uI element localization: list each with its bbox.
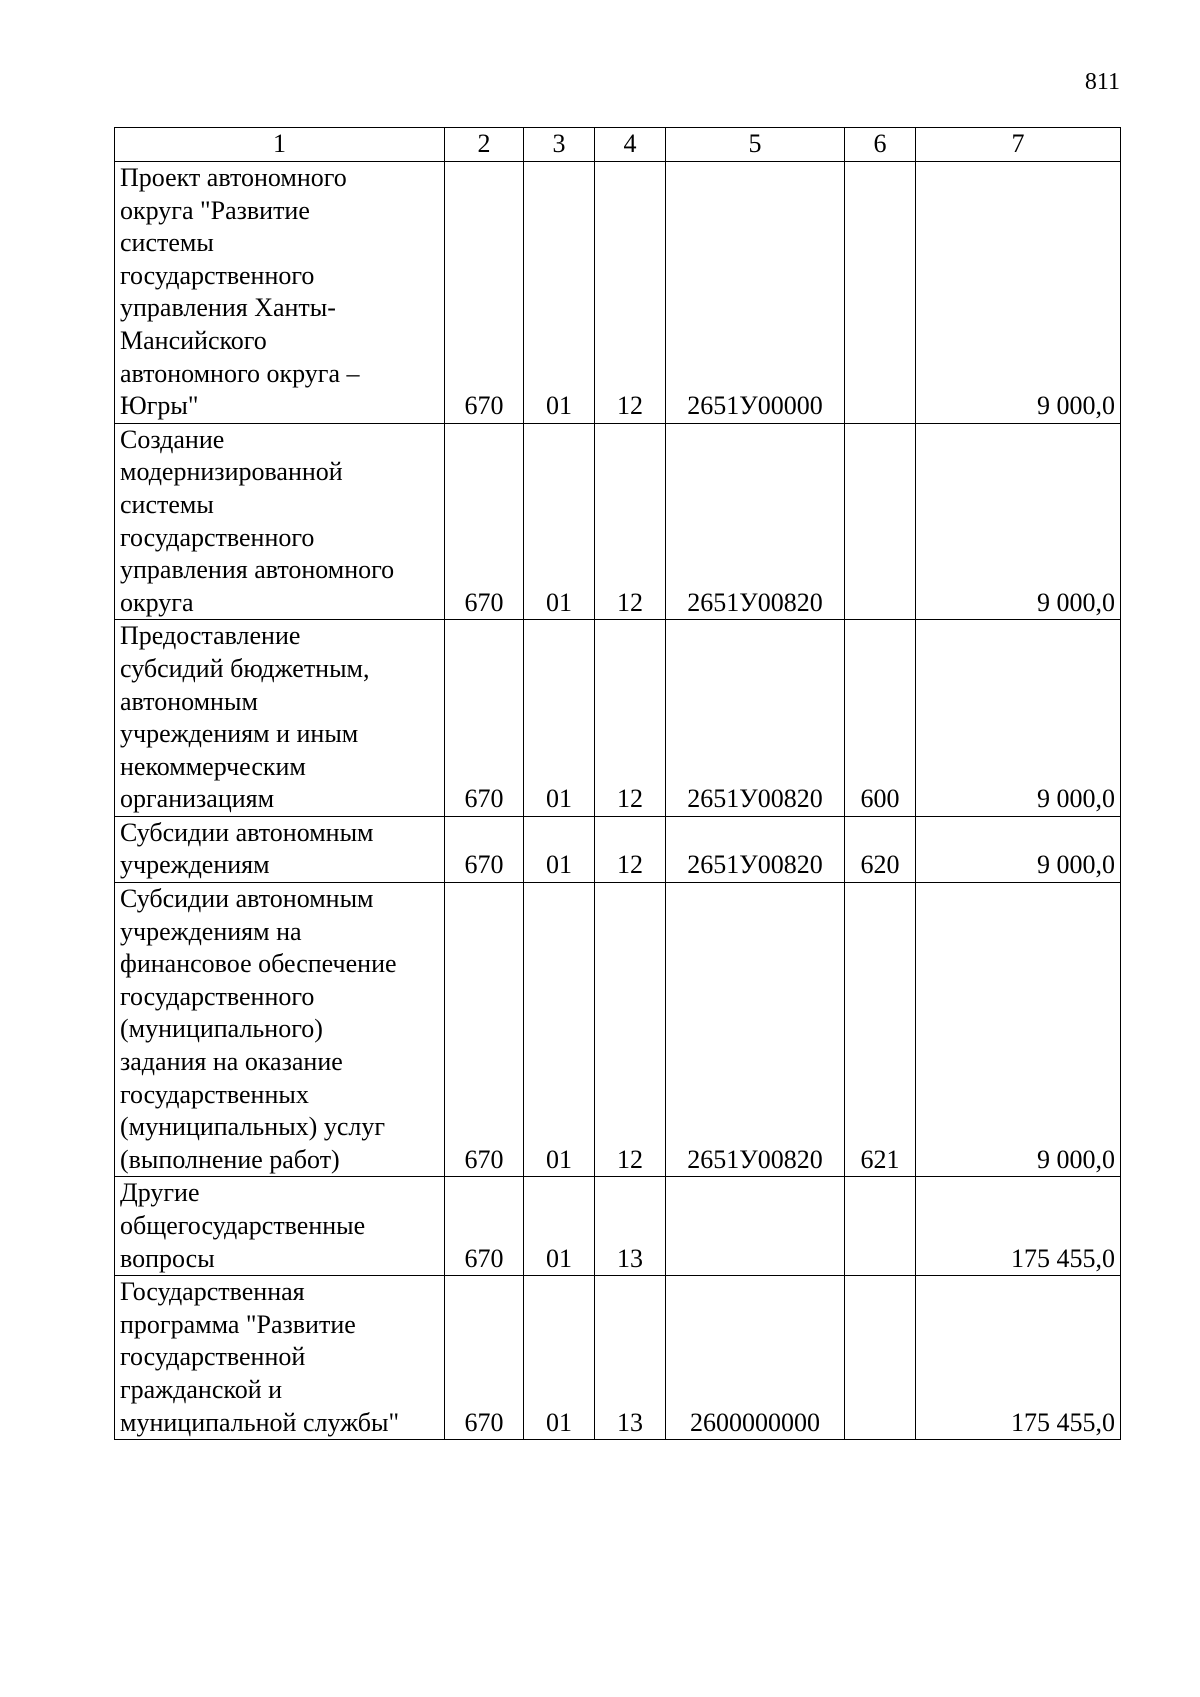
row-target-article xyxy=(666,1177,845,1276)
row-code-section: 01 xyxy=(524,423,595,620)
row-code-ministry: 670 xyxy=(445,620,524,817)
row-expense-type xyxy=(845,162,916,424)
row-name: Создание модернизированной системы государственного управления автономного округа xyxy=(115,423,445,620)
row-target-article: 2651У00000 xyxy=(666,162,845,424)
row-amount: 9 000,0 xyxy=(916,620,1121,817)
table-row xyxy=(115,423,1121,620)
table-row xyxy=(115,162,1121,424)
row-code-ministry: 670 xyxy=(445,1276,524,1440)
header-col-6: 6 xyxy=(845,128,916,162)
row-target-article: 2651У00820 xyxy=(666,883,845,1177)
row-target-article: 2651У00820 xyxy=(666,620,845,817)
table-row xyxy=(115,1177,1121,1276)
row-code-ministry: 670 xyxy=(445,162,524,424)
row-code-ministry: 670 xyxy=(445,883,524,1177)
row-target-article: 2651У00820 xyxy=(666,816,845,882)
header-col-1: 1 xyxy=(115,128,445,162)
row-code-subsection: 12 xyxy=(595,816,666,882)
row-name: Субсидии автономным учреждениям на финансовое обеспечение государственного (муниципального) задания на оказание государственных (муниципальных) услуг (выполнение работ) xyxy=(115,883,445,1177)
row-name: Субсидии автономным учреждениям xyxy=(115,816,445,882)
header-col-3: 3 xyxy=(524,128,595,162)
row-code-ministry: 670 xyxy=(445,816,524,882)
row-amount: 175 455,0 xyxy=(916,1177,1121,1276)
row-code-section: 01 xyxy=(524,1276,595,1440)
page-number: 811 xyxy=(1084,69,1120,95)
row-expense-type xyxy=(845,423,916,620)
table-row xyxy=(115,620,1121,817)
row-amount: 9 000,0 xyxy=(916,883,1121,1177)
row-expense-type: 621 xyxy=(845,883,916,1177)
header-col-7: 7 xyxy=(916,128,1121,162)
header-col-5: 5 xyxy=(666,128,845,162)
row-expense-type xyxy=(845,1276,916,1440)
row-code-section: 01 xyxy=(524,816,595,882)
row-expense-type: 600 xyxy=(845,620,916,817)
row-code-ministry: 670 xyxy=(445,1177,524,1276)
row-expense-type xyxy=(845,1177,916,1276)
row-code-section: 01 xyxy=(524,1177,595,1276)
row-code-section: 01 xyxy=(524,162,595,424)
row-code-ministry: 670 xyxy=(445,423,524,620)
row-code-section: 01 xyxy=(524,883,595,1177)
row-expense-type: 620 xyxy=(845,816,916,882)
row-code-subsection: 12 xyxy=(595,883,666,1177)
row-code-section: 01 xyxy=(524,620,595,817)
table-row xyxy=(115,816,1121,882)
table-row xyxy=(115,1276,1121,1440)
row-name: Государственная программа "Развитие государственной гражданской и муниципальной службы" xyxy=(115,1276,445,1440)
header-col-4: 4 xyxy=(595,128,666,162)
header-row xyxy=(115,128,1121,162)
row-code-subsection: 13 xyxy=(595,1177,666,1276)
row-amount: 9 000,0 xyxy=(916,162,1121,424)
budget-table xyxy=(114,127,1121,1440)
table-row xyxy=(115,883,1121,1177)
row-code-subsection: 12 xyxy=(595,620,666,817)
row-amount: 175 455,0 xyxy=(916,1276,1121,1440)
row-amount: 9 000,0 xyxy=(916,423,1121,620)
row-amount: 9 000,0 xyxy=(916,816,1121,882)
row-name: Другие общегосударственные вопросы xyxy=(115,1177,445,1276)
row-code-subsection: 12 xyxy=(595,423,666,620)
row-target-article: 2651У00820 xyxy=(666,423,845,620)
row-code-subsection: 13 xyxy=(595,1276,666,1440)
row-target-article: 2600000000 xyxy=(666,1276,845,1440)
row-name: Предоставление субсидий бюджетным, автономным учреждениям и иным некоммерческим организациям xyxy=(115,620,445,817)
row-name: Проект автономного округа "Развитие системы государственного управления Ханты- Мансийского автономного округа – Югры" xyxy=(115,162,445,424)
header-col-2: 2 xyxy=(445,128,524,162)
row-code-subsection: 12 xyxy=(595,162,666,424)
